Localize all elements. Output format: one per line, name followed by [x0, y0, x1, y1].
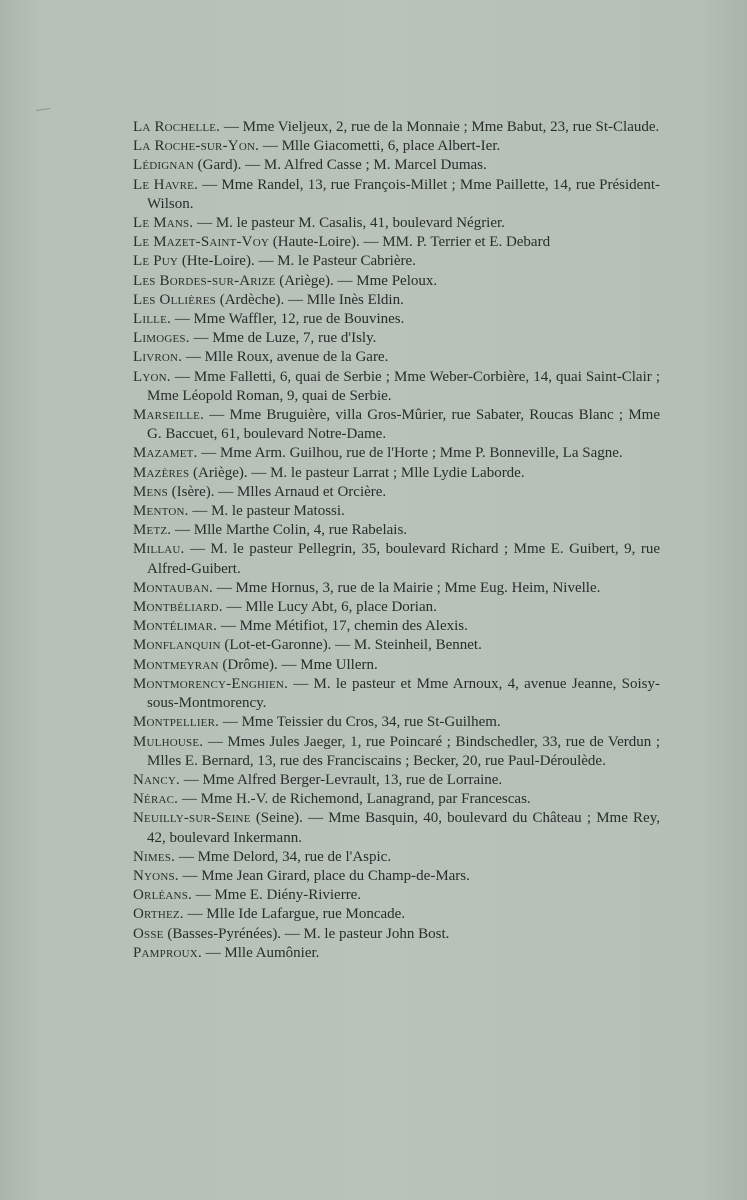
place-name: La Roche-sur-Yon.	[133, 138, 260, 155]
entry-details: — Mlle Aumônier.	[201, 944, 320, 961]
entry-details: (Basses-Pyrénées). — M. le pasteur John Bost.	[163, 925, 450, 942]
entry-details: — M. le pasteur et Mme Arnoux, 4, avenue Jeanne, Soisy-sous-Montmorency.	[147, 675, 660, 712]
entry-details: — Mme Hornus, 3, rue de la Mairie ; Mme Eug. Heim, Nivelle.	[212, 579, 601, 596]
list-item	[133, 252, 660, 271]
entry-details: — Mme Bruguière, villa Gros-Mûrier, rue Sabater, Roucas Blanc ; Mme G. Baccuet, 61, boulevard Notre-Dame.	[147, 407, 660, 443]
entry-details: — Mlle Marthe Colin, 4, rue Rabelais.	[171, 522, 408, 539]
list-item	[133, 118, 660, 137]
entry-details: — Mme H.-V. de Richemond, Lanagrand, par Francescas.	[178, 791, 531, 808]
list-item	[133, 733, 660, 771]
list-item	[133, 675, 660, 713]
place-name: Metz.	[133, 522, 172, 539]
place-name: Lille.	[133, 311, 171, 328]
entry-details: — M. le pasteur Pellegrin, 35, boulevard Richard ; Mme E. Guibert, 9, rue Alfred-Guibert.	[147, 541, 660, 577]
list-item	[133, 368, 660, 406]
list-item	[133, 310, 660, 329]
entry-details: — Mme Vieljeux, 2, rue de la Monnaie ; Mme Babut, 23, rue St-Claude.	[220, 119, 660, 135]
list-item	[133, 137, 660, 156]
place-name: Mazamet.	[133, 445, 198, 462]
place-name: Nimes.	[133, 848, 176, 865]
list-item	[133, 790, 660, 809]
entry-details: (Hte-Loire). — M. le Pasteur Cabrière.	[178, 253, 416, 270]
place-name: Montmeyran	[133, 656, 219, 673]
place-name: Livron.	[133, 349, 183, 366]
list-item	[133, 214, 660, 233]
entry-details: — Mme Falletti, 6, quai de Serbie ; Mme Weber-Corbière, 14, quai Saint-Clair ; Mme Léopold Roman, 9, quai de Serbie.	[147, 368, 660, 404]
list-item	[133, 483, 660, 502]
entry-details: (Drôme). — Mme Ullern.	[218, 656, 378, 673]
entry-details: (Haute-Loire). — MM. P. Terrier et E. Debard	[269, 234, 551, 251]
list-item	[133, 540, 660, 578]
place-name: Monflanquin	[133, 637, 221, 654]
place-name: Mazères	[133, 464, 190, 481]
list-item	[133, 617, 660, 636]
entry-details: — Mlle Ide Lafargue, rue Moncade.	[183, 906, 406, 923]
place-name: Le Puy	[133, 253, 179, 270]
entry-details: — M. le pasteur M. Casalis, 41, boulevard Négrier.	[193, 215, 505, 232]
place-name: Lédignan	[133, 157, 194, 174]
place-name: Nérac.	[133, 791, 179, 808]
place-name: Montpellier.	[133, 714, 220, 731]
list-item	[133, 944, 660, 963]
list-item	[133, 464, 660, 483]
list-item	[133, 771, 660, 790]
list-item	[133, 272, 660, 291]
entry-details: — Mlle Lucy Abt, 6, place Dorian.	[222, 599, 437, 616]
list-item	[133, 867, 660, 886]
entry-details: (Seine). — Mme Basquin, 40, boulevard du Château ; Mme Rey, 42, boulevard Inkermann.	[147, 810, 660, 846]
place-name: Millau.	[133, 541, 185, 558]
entry-details: — Mme de Luze, 7, rue d'Isly.	[189, 330, 377, 347]
place-name: Neuilly-sur-Seine	[133, 810, 251, 827]
list-item	[133, 905, 660, 924]
list-item	[133, 656, 660, 675]
list-item	[133, 156, 660, 175]
entry-details: — Mme E. Diény-Rivierre.	[191, 887, 362, 904]
list-item	[133, 406, 660, 444]
place-name: Montélimar.	[133, 618, 218, 635]
entry-details: — Mme Alfred Berger-Levrault, 13, rue de Lorraine.	[179, 771, 503, 788]
place-name: Les Bordes-sur-Arize	[133, 272, 276, 289]
entry-details: — Mlle Roux, avenue de la Gare.	[182, 349, 389, 366]
place-name: Le Mans.	[133, 215, 194, 232]
place-name: Mens	[133, 483, 168, 500]
list-item	[133, 886, 660, 905]
entry-details: (Ariège). — Mme Peloux.	[275, 272, 438, 289]
entry-details: — Mme Delord, 34, rue de l'Aspic.	[175, 848, 392, 865]
list-item	[133, 291, 660, 310]
place-name: Pamproux.	[133, 944, 202, 961]
list-item	[133, 713, 660, 732]
list-item	[133, 521, 660, 540]
entry-details: (Isère). — Mlles Arnaud et Orcière.	[167, 483, 387, 500]
entry-details: — Mlle Giacometti, 6, place Albert-Ier.	[259, 138, 501, 155]
list-item	[133, 925, 660, 944]
entry-details: — Mme Métifiot, 17, chemin des Alexis.	[217, 618, 468, 635]
list-item	[133, 444, 660, 463]
place-name: Limoges.	[133, 330, 190, 347]
margin-mark	[36, 108, 50, 111]
place-name: Lyon.	[133, 368, 171, 385]
place-name: Menton.	[133, 503, 189, 520]
place-name: Le Havre.	[133, 176, 198, 193]
entry-details: — Mme Arm. Guilhou, rue de l'Horte ; Mme P. Bonneville, La Sagne.	[197, 445, 623, 462]
place-name: Nancy.	[133, 771, 180, 788]
entry-details: (Ardèche). — Mlle Inès Eldin.	[215, 291, 404, 308]
place-name: Montmorency-Enghien.	[133, 675, 289, 692]
list-item	[133, 502, 660, 521]
address-list	[133, 118, 660, 963]
entry-details: (Lot-et-Garonne). — M. Steinheil, Bennet.	[220, 637, 482, 654]
list-item	[133, 329, 660, 348]
entry-details: (Gard). — M. Alfred Casse ; M. Marcel Dumas.	[193, 157, 487, 174]
entry-details: — Mme Teissier du Cros, 34, rue St-Guilhem.	[219, 714, 501, 731]
list-item	[133, 809, 660, 847]
place-name: Mulhouse.	[133, 733, 204, 750]
list-item	[133, 176, 660, 214]
place-name: Marseille.	[133, 407, 205, 424]
place-name: Osse	[133, 925, 164, 942]
place-name: Montauban.	[133, 579, 213, 596]
list-item	[133, 579, 660, 598]
place-name: Le Mazet-Saint-Voy	[133, 234, 269, 251]
entry-details: — Mme Randel, 13, rue François-Millet ; Mme Paillette, 14, rue Président-Wilson.	[147, 176, 661, 212]
place-name: Montbéliard.	[133, 599, 223, 616]
entry-details: — Mme Waffler, 12, rue de Bouvines.	[170, 311, 405, 328]
list-item	[133, 233, 660, 252]
entry-details: — M. le pasteur Matossi.	[188, 503, 345, 520]
place-name: Nyons.	[133, 867, 179, 884]
entry-details: — Mmes Jules Jaeger, 1, rue Poincaré ; Bindschedler, 33, rue de Verdun ; Mlles E. Bernard, 13, rue des Franciscains ; Becker, 20, rue Paul-Déroulède.	[147, 733, 660, 769]
place-name: Orthez.	[133, 906, 184, 923]
list-item	[133, 348, 660, 367]
place-name: Les Ollières	[133, 291, 216, 308]
list-item	[133, 636, 660, 655]
place-name: Orléans.	[133, 887, 192, 904]
list-item	[133, 598, 660, 617]
entry-details: — Mme Jean Girard, place du Champ-de-Mars.	[178, 867, 470, 884]
entry-details: (Ariège). — M. le pasteur Larrat ; Mlle Lydie Laborde.	[189, 464, 525, 481]
place-name: La Rochelle.	[133, 119, 221, 135]
list-item	[133, 848, 660, 867]
